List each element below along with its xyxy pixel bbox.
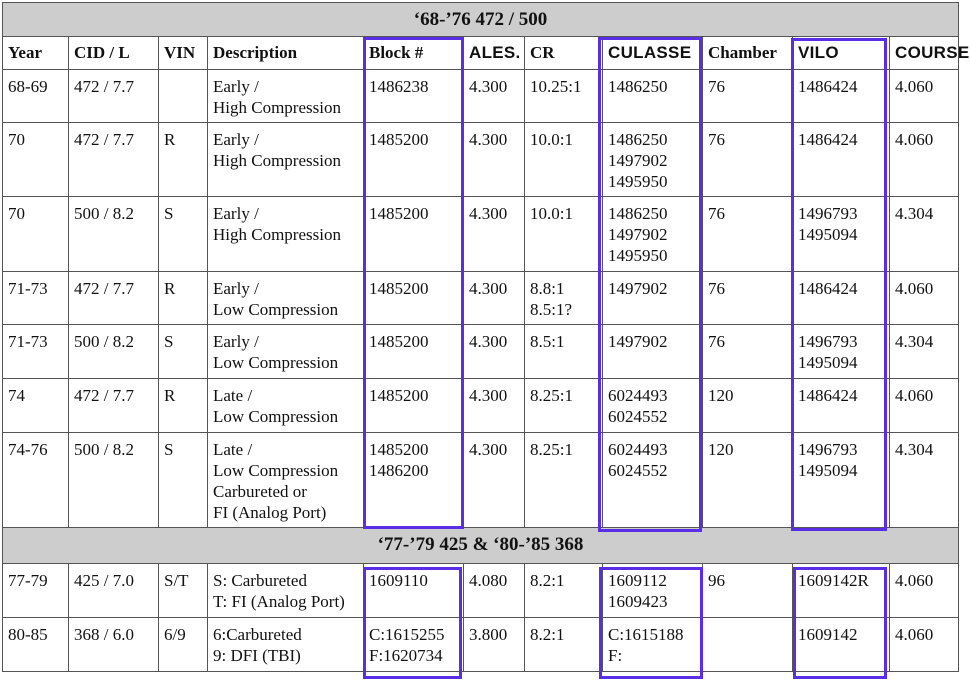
cell-ales: 4.300: [464, 325, 525, 379]
cell-vilo: 1496793 1495094: [793, 197, 890, 272]
cell-culasse: 1497902: [603, 325, 703, 379]
cell-cid: 472 / 7.7: [69, 272, 159, 325]
cell-vin: [159, 70, 208, 123]
cell-year: 68-69: [3, 70, 69, 123]
cell-chamber: 76: [703, 197, 793, 272]
table-row: [3, 379, 959, 433]
cell-description: Early / Low Compression: [208, 325, 364, 379]
cell-chamber: [703, 618, 793, 672]
cell-course: 4.060: [890, 618, 959, 672]
cell-vilo: 1496793 1495094: [793, 325, 890, 379]
cell-ales: 3.800: [464, 618, 525, 672]
cell-vin: S: [159, 325, 208, 379]
col-vin-header: VIN: [159, 37, 208, 70]
cell-cid: 368 / 6.0: [69, 618, 159, 672]
cell-vilo: 1486424: [793, 70, 890, 123]
cell-description: Early / High Compression: [208, 70, 364, 123]
table-row: [3, 325, 959, 379]
col-vilo-header: VILO: [793, 37, 890, 70]
cell-block: 1609110: [364, 564, 464, 618]
cell-year: 77-79: [3, 564, 69, 618]
cell-vin: 6/9: [159, 618, 208, 672]
cell-description: Late / Low Compression Carbureted or FI (Analog Port): [208, 433, 364, 528]
cell-year: 70: [3, 123, 69, 197]
cell-block: 1485200: [364, 325, 464, 379]
cell-cr: 8.25:1: [525, 433, 603, 528]
engine-spec-table: [2, 2, 970, 672]
cell-vin: S: [159, 433, 208, 528]
cell-cid: 472 / 7.7: [69, 70, 159, 123]
cell-cid: 500 / 8.2: [69, 197, 159, 272]
cell-cr: 8.2:1: [525, 618, 603, 672]
cell-block: 1485200: [364, 379, 464, 433]
cell-description: 6:Carbureted 9: DFI (TBI): [208, 618, 364, 672]
cell-vin: R: [159, 379, 208, 433]
cell-cid: 472 / 7.7: [69, 123, 159, 197]
cell-vin: S/T: [159, 564, 208, 618]
cell-culasse: 1486250: [603, 70, 703, 123]
table-row: [3, 70, 959, 123]
cell-course: 4.304: [890, 433, 959, 528]
cell-chamber: 120: [703, 433, 793, 528]
cell-cr: 10.0:1: [525, 197, 603, 272]
cell-vilo: 1486424: [793, 123, 890, 197]
section-header-77-85: [3, 528, 959, 564]
cell-culasse: 1486250 1497902 1495950: [603, 123, 703, 197]
cell-course: 4.060: [890, 70, 959, 123]
cell-chamber: 76: [703, 325, 793, 379]
col-culasse-header: CULASSE: [603, 37, 703, 70]
cell-course: 4.304: [890, 325, 959, 379]
cell-vilo: 1609142R: [793, 564, 890, 618]
cell-vilo: 1609142: [793, 618, 890, 672]
cell-cid: 500 / 8.2: [69, 325, 159, 379]
cell-culasse: 6024493 6024552: [603, 379, 703, 433]
col-ales-header: ALES.: [464, 37, 525, 70]
cell-block: 1486238: [364, 70, 464, 123]
col-cid-header: CID / L: [69, 37, 159, 70]
cell-vilo: 1486424: [793, 272, 890, 325]
cell-culasse: 6024493 6024552: [603, 433, 703, 528]
cell-cr: 10.25:1: [525, 70, 603, 123]
cell-ales: 4.300: [464, 433, 525, 528]
table-row: [3, 197, 959, 272]
cell-vilo: 1496793 1495094: [793, 433, 890, 528]
table-row: [3, 564, 959, 618]
cell-description: Early / Low Compression: [208, 272, 364, 325]
cell-cid: 472 / 7.7: [69, 379, 159, 433]
cell-cr: 8.25:1: [525, 379, 603, 433]
column-header-row: [3, 37, 959, 70]
cell-course: 4.060: [890, 564, 959, 618]
cell-culasse: C:1615188 F:: [603, 618, 703, 672]
cell-chamber: 120: [703, 379, 793, 433]
cell-ales: 4.300: [464, 70, 525, 123]
cell-course: 4.060: [890, 123, 959, 197]
col-cr-header: CR: [525, 37, 603, 70]
cell-cid: 500 / 8.2: [69, 433, 159, 528]
cell-ales: 4.300: [464, 197, 525, 272]
col-year-header: Year: [3, 37, 69, 70]
cell-vin: S: [159, 197, 208, 272]
cell-block: C:1615255 F:1620734: [364, 618, 464, 672]
table-row: [3, 123, 959, 197]
cell-description: Late / Low Compression: [208, 379, 364, 433]
col-block-header: Block #: [364, 37, 464, 70]
cell-year: 80-85: [3, 618, 69, 672]
cell-block: 1485200: [364, 123, 464, 197]
table-row: [3, 433, 959, 528]
cell-chamber: 96: [703, 564, 793, 618]
cell-ales: 4.080: [464, 564, 525, 618]
cell-description: Early / High Compression: [208, 123, 364, 197]
cell-course: 4.060: [890, 272, 959, 325]
cell-ales: 4.300: [464, 123, 525, 197]
cell-ales: 4.300: [464, 379, 525, 433]
cell-year: 70: [3, 197, 69, 272]
table-row: [3, 272, 959, 325]
section-title: ‘77-’79 425 & ‘80-’85 368: [3, 528, 959, 564]
col-description-header: Description: [208, 37, 364, 70]
cell-chamber: 76: [703, 70, 793, 123]
cell-year: 71-73: [3, 325, 69, 379]
cell-cr: 8.5:1: [525, 325, 603, 379]
cell-cr: 8.8:1 8.5:1?: [525, 272, 603, 325]
section-header-68-76: [3, 3, 959, 37]
cell-vin: R: [159, 272, 208, 325]
cell-vilo: 1486424: [793, 379, 890, 433]
cell-course: 4.060: [890, 379, 959, 433]
col-course-header: COURSE: [890, 37, 959, 70]
table-row: [3, 618, 959, 672]
cell-block: 1485200: [364, 197, 464, 272]
cell-description: S: Carbureted T: FI (Analog Port): [208, 564, 364, 618]
cell-culasse: 1486250 1497902 1495950: [603, 197, 703, 272]
cell-course: 4.304: [890, 197, 959, 272]
section-title: ‘68-’76 472 / 500: [3, 3, 959, 37]
cell-year: 74-76: [3, 433, 69, 528]
cell-vin: R: [159, 123, 208, 197]
cell-ales: 4.300: [464, 272, 525, 325]
cell-block: 1485200 1486200: [364, 433, 464, 528]
cell-year: 71-73: [3, 272, 69, 325]
cell-culasse: 1497902: [603, 272, 703, 325]
cell-cid: 425 / 7.0: [69, 564, 159, 618]
cell-chamber: 76: [703, 123, 793, 197]
cell-block: 1485200: [364, 272, 464, 325]
cell-year: 74: [3, 379, 69, 433]
cell-cr: 10.0:1: [525, 123, 603, 197]
cell-chamber: 76: [703, 272, 793, 325]
cell-culasse: 1609112 1609423: [603, 564, 703, 618]
cell-description: Early / High Compression: [208, 197, 364, 272]
cell-cr: 8.2:1: [525, 564, 603, 618]
col-chamber-header: Chamber: [703, 37, 793, 70]
